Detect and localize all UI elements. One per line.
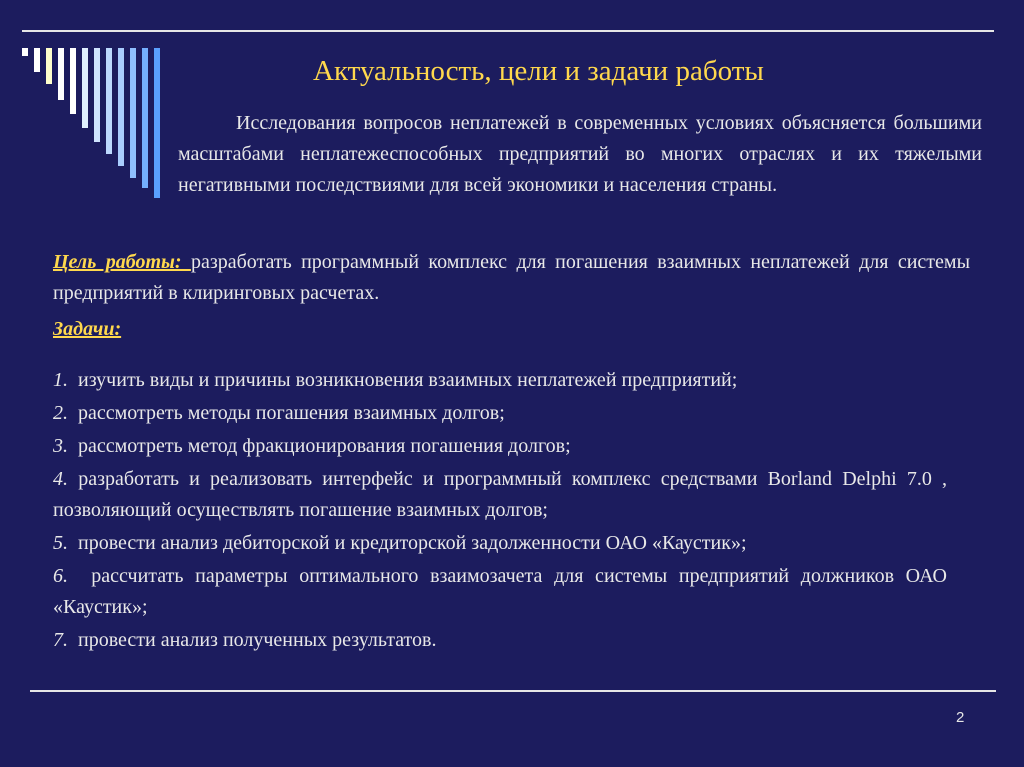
slide-title: Актуальность, цели и задачи работы <box>313 55 764 87</box>
decorative-bar <box>142 48 148 188</box>
goal-text: разработать программный комплекс для погашения взаимных неплатежей для системы предприятий в клиринговых расчетах. <box>53 251 971 304</box>
decorative-bar <box>118 48 124 166</box>
task-number: 6. <box>53 565 68 587</box>
decorative-bar <box>94 48 100 142</box>
task-text: разработать и реализовать интерфейс и программный комплекс средствами Borland Delphi 7.0 , позволяющий осуществлять погашение взаимных долгов; <box>53 468 948 521</box>
decorative-bar <box>22 48 28 56</box>
decorative-bar <box>58 48 64 100</box>
decorative-bar <box>130 48 136 178</box>
task-text: рассмотреть методы погашения взаимных долгов; <box>78 402 505 424</box>
task-item <box>53 431 947 462</box>
decorative-bar <box>34 48 40 72</box>
decorative-bars <box>0 0 200 230</box>
goal-paragraph <box>53 247 970 309</box>
decorative-bar <box>106 48 112 154</box>
goal-label: Цель работы: <box>53 251 191 273</box>
task-list <box>53 365 947 658</box>
task-text: рассчитать параметры оптимального взаимозачета для системы предприятий должников ОАО «Каустик»; <box>53 565 948 618</box>
task-number: 4. <box>53 468 68 490</box>
intro-paragraph: Исследования вопросов неплатежей в современных условиях объясняется большими масштабами неплатежеспособных предприятий во многих отраслях и их тяжелыми негативными последствиями для всей экономики и населения страны. <box>178 112 982 196</box>
task-number: 1. <box>53 369 68 391</box>
task-item <box>53 464 947 526</box>
decorative-bar <box>46 48 52 84</box>
task-item <box>53 398 947 429</box>
task-text: изучить виды и причины возникновения взаимных неплатежей предприятий; <box>78 369 738 391</box>
task-text: рассмотреть метод фракционирования погашения долгов; <box>78 435 571 457</box>
task-number: 5. <box>53 532 68 554</box>
bottom-divider <box>30 690 996 692</box>
task-number: 7. <box>53 629 68 651</box>
task-item <box>53 365 947 396</box>
decorative-bar <box>70 48 76 114</box>
decorative-bar <box>154 48 160 198</box>
task-item <box>53 561 947 623</box>
task-item <box>53 625 947 656</box>
page-number: 2 <box>956 709 965 726</box>
task-number: 3. <box>53 435 68 457</box>
task-number: 2. <box>53 402 68 424</box>
task-item <box>53 528 947 559</box>
decorative-bar <box>82 48 88 128</box>
tasks-heading: Задачи: <box>53 318 122 340</box>
task-text: провести анализ полученных результатов. <box>78 629 437 651</box>
task-text: провести анализ дебиторской и кредиторской задолженности ОАО «Каустик»; <box>78 532 747 554</box>
